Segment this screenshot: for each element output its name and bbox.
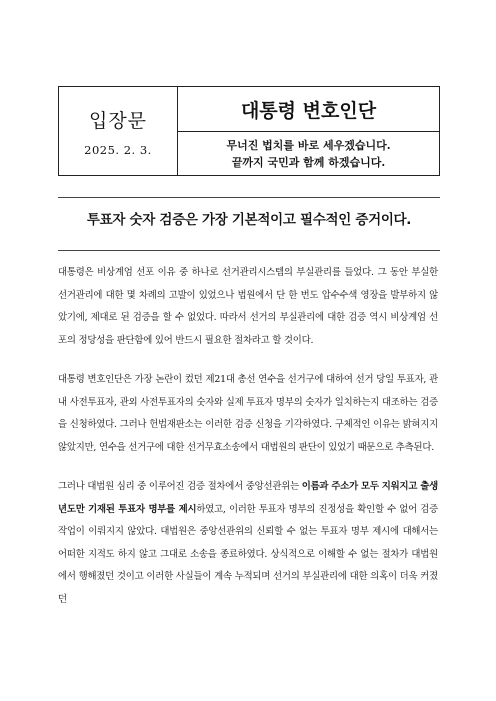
paragraph-2: 대통령 변호인단은 가장 논란이 컸던 제21대 총선 연수을 선거구에 대하여 선거 당일 투표자, 관내 사전투표자, 관외 사전투표자의 숫자와 실제 투표자 명부의 숫자가 일치하는지 대조하는 검증을 신청하였다. 그러나 헌법재판소는 이러한 검증 신청을 기각하였다. 구체적인 이유는 밝혀지지 않았지만, 연수을 선거구에 대한 선거무효소송에서 대법원의 판단이 있었기 때문으로 추측된다.: [58, 374, 438, 453]
paragraph-3-intro: 그러나 대법원 심리 중 이루어진 검증 절차에서 중앙선관위는: [58, 481, 302, 492]
slogan: [178, 132, 439, 175]
slogan-line-1: 무너진 법치를 바로 세우겠습니다.: [226, 138, 391, 152]
document-type-title: 입장문: [88, 109, 148, 132]
paragraph-3-rest: 하였고, 이러한 투표자 명부의 진정성을 확인할 수 없어 검증 작업이 이뤄지지 않았다. 대법원은 중앙선관위의 신뢰할 수 없는 투표자 명부 제시에 대해서는 어떠한 지적도 하지 않고 그대로 소송을 종료하였다. 상식적으로 이해할 수 없는 절차가 대법원에서 행해졌던 것이고 이러한 사실들이 계속 누적되며 선거의 부실관리에 대한 의혹이 더욱 커졌던: [58, 503, 438, 605]
slogan-line-2: 끝까지 국민과 함께 하겠습니다.: [231, 155, 386, 169]
organization-name: 대통령 변호인단: [178, 87, 439, 132]
document-date: 2025. 2. 3.: [84, 142, 152, 157]
paragraph-3: [58, 476, 438, 611]
paragraph-1: 대통령은 비상계엄 선포 이유 중 하나로 선거관리시스템의 부실관리를 들었다. 그 동안 부실한 선거관리에 대한 몇 차례의 고발이 있었으나 법원에서 단 한 번도 압수수색 영장을 발부하지 않았기에, 제대로 된 검증을 할 수 없었다. 따라서 선거의 부실관리에 대한 검증 역시 비상계엄 선포의 정당성을 판단함에 있어 반드시 필요한 절차라고 할 것이다.: [58, 267, 438, 346]
headline-rule-top: [58, 197, 440, 198]
header-left-cell: [59, 87, 178, 175]
headline-rule-bottom: [58, 250, 440, 251]
headline: 투표자 숫자 검증은 가장 기본적이고 필수적인 증거이다.: [86, 212, 412, 228]
body-text: [58, 262, 438, 628]
paragraph-3-emphasis: 이름과 주소가 모두 지워지고 출생년도만 기재된 투표자 명부를 제시: [58, 481, 438, 515]
header-box: [58, 86, 440, 176]
header-right-cell: [178, 87, 439, 175]
